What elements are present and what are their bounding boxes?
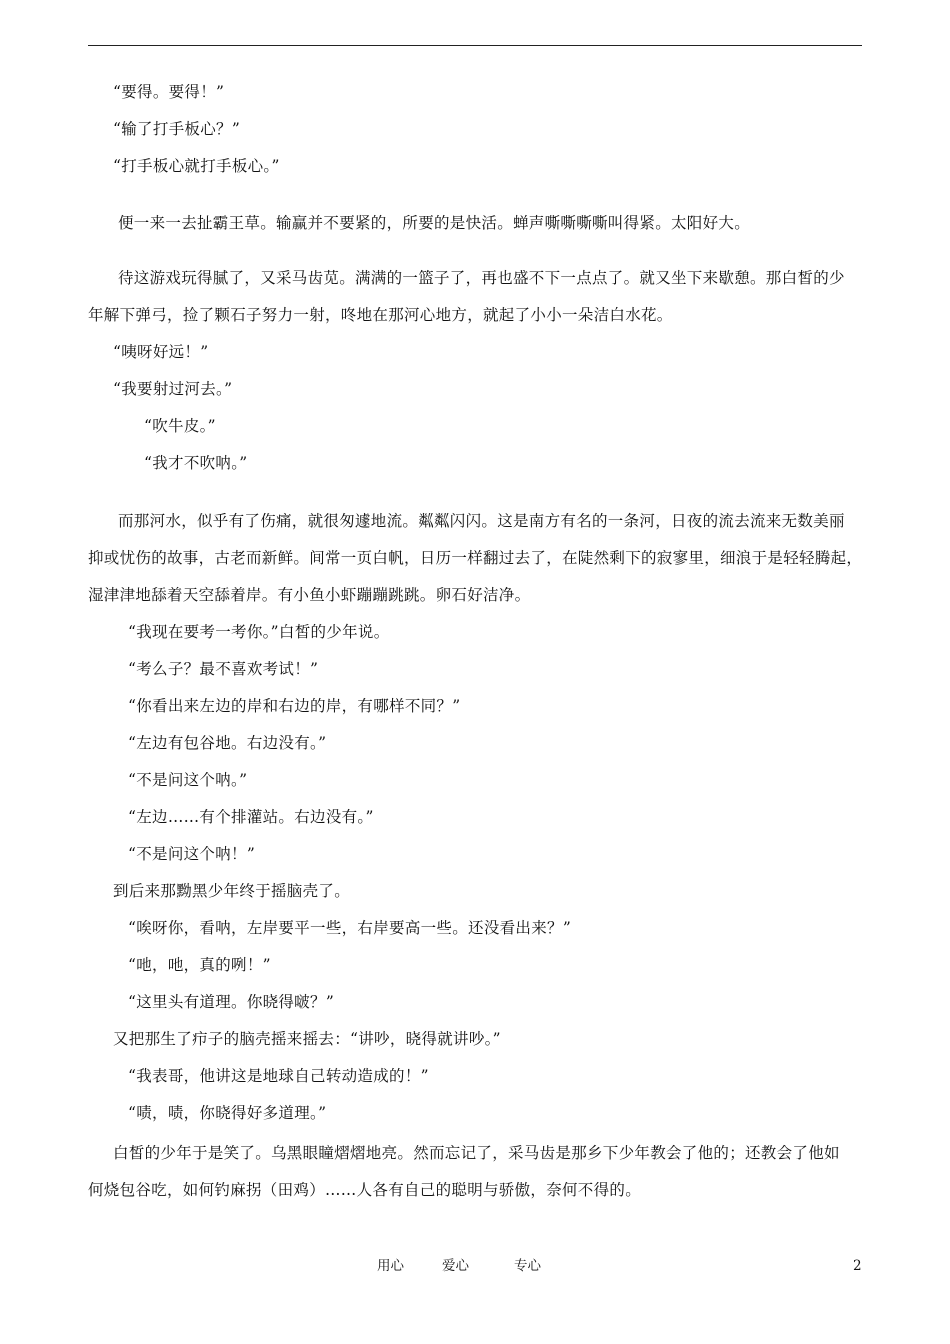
paragraph-line: 而那河水，似乎有了伤痛，就很匆遽地流。粼粼闪闪。这是南方有名的一条河，日夜的流去流来无数美丽: [118, 512, 845, 530]
dialogue-line: “啧，啧，你晓得好多道理。”: [128, 1104, 327, 1122]
dialogue-line: “我现在要考一考你。”白皙的少年说。: [128, 623, 390, 641]
dialogue-line: “左边……有个排灌站。右边没有。”: [128, 808, 374, 826]
dialogue-line: “打手板心就打手板心。”: [113, 157, 280, 175]
dialogue-line: “咦呀好远！”: [113, 343, 209, 361]
dialogue-line: “要得。要得！”: [113, 83, 225, 101]
paragraph-line: 待这游戏玩得腻了，又采马齿苋。满满的一篮子了，再也盛不下一点点了。就又坐下来歇憩。那白皙的少: [118, 269, 845, 287]
narration-line: 又把那生了疖子的脑壳摇来摇去：“讲吵，晓得就讲吵。”: [113, 1030, 501, 1048]
footer-motto-1: 用心: [377, 1258, 404, 1274]
footer-motto-3: 专心: [514, 1258, 541, 1274]
dialogue-line: “不是问这个呐！”: [128, 845, 256, 863]
dialogue-line: “考么子？最不喜欢考试！”: [128, 660, 319, 678]
dialogue-line: “吹牛皮。”: [144, 417, 216, 435]
dialogue-line: “左边有包谷地。右边没有。”: [128, 734, 327, 752]
dialogue-line: “吔，吔，真的咧！”: [128, 956, 271, 974]
dialogue-line: “我表哥，他讲这是地球自己转动造成的！”: [128, 1067, 429, 1085]
paragraph-line: 抑或忧伤的故事，古老而新鲜。间常一页白帆，日历一样翻过去了，在陡然剩下的寂寥里，细浪于是轻轻腾起，: [88, 549, 863, 567]
paragraph-line: 白皙的少年于是笑了。乌黑眼瞳熠熠地亮。然而忘记了，采马齿是那乡下少年教会了他的；还教会了他如: [113, 1144, 840, 1162]
footer-motto-2: 爱心: [442, 1258, 469, 1274]
dialogue-line: “输了打手板心？”: [113, 120, 241, 138]
dialogue-line: “不是问这个呐。”: [128, 771, 248, 789]
paragraph-line: 湿津津地舔着天空舔着岸。有小鱼小虾蹦蹦跳跳。卵石好洁净。: [88, 586, 531, 604]
paragraph-line: 何烧包谷吃，如何钓麻拐（田鸡）……人各有自己的聪明与骄傲，奈何不得的。: [88, 1181, 642, 1199]
dialogue-line: “这里头有道理。你晓得啵？”: [128, 993, 335, 1011]
dialogue-line: “唉呀你，看呐，左岸要平一些，右岸要高一些。还没看出来？”: [128, 919, 572, 937]
page-number: 2: [853, 1258, 862, 1274]
header-rule: [88, 45, 862, 46]
paragraph-line: 年解下弹弓，捡了颗石子努力一射，咚地在那河心地方，就起了小小一朵洁白水花。: [88, 306, 673, 324]
paragraph-line: 便一来一去扯霸王草。输赢并不要紧的，所要的是快活。蝉声嘶嘶嘶嘶叫得紧。太阳好大。: [118, 214, 751, 232]
dialogue-line: “你看出来左边的岸和右边的岸，有哪样不同？”: [128, 697, 461, 715]
narration-line: 到后来那黝黑少年终于摇脑壳了。: [113, 882, 351, 900]
dialogue-line: “我才不吹呐。”: [144, 454, 248, 472]
dialogue-line: “我要射过河去。”: [113, 380, 233, 398]
